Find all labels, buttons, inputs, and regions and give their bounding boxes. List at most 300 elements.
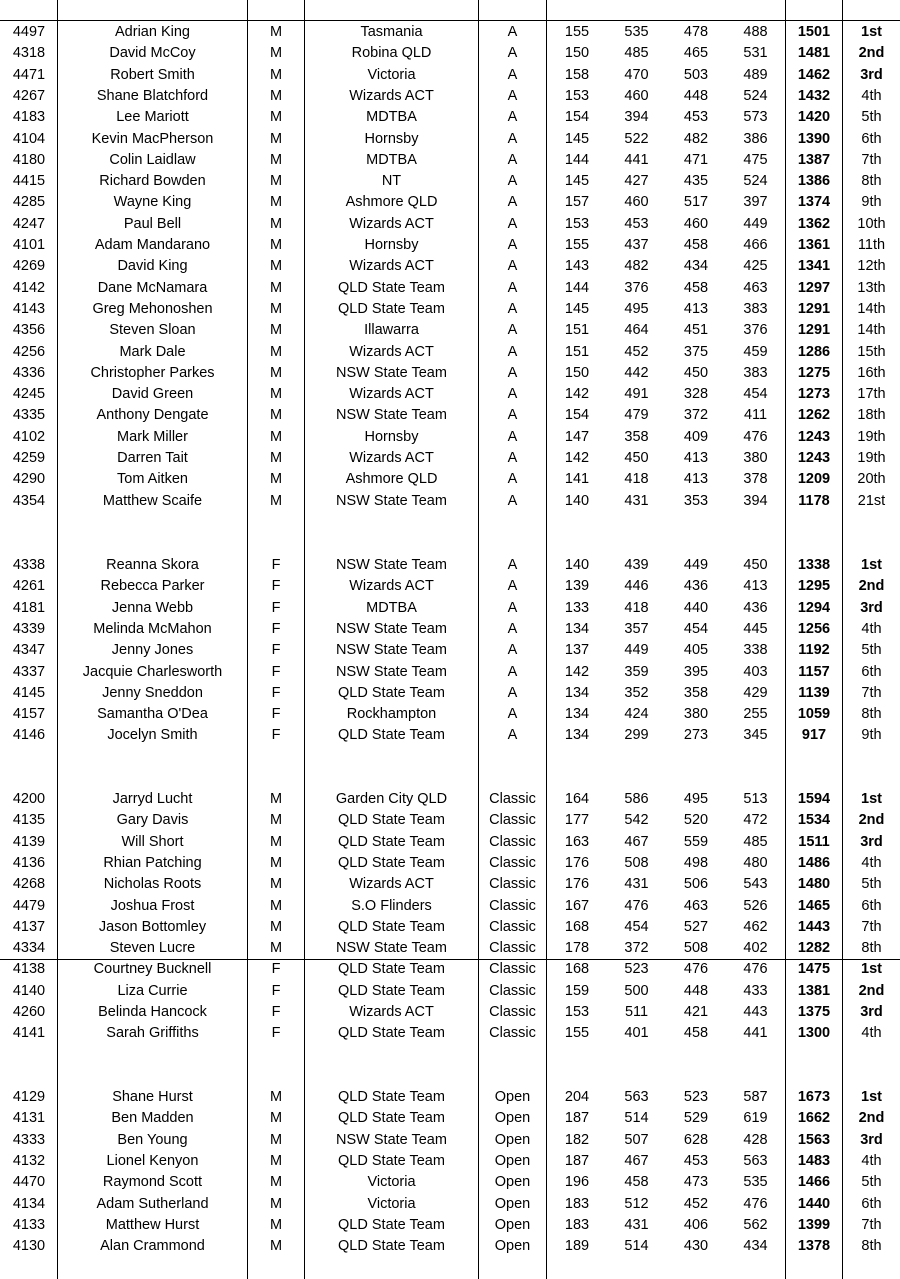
table-row: [0, 959, 900, 980]
bowler-id-cell: 4347: [12, 642, 46, 659]
bowler-name-cell: Shane Blatchford: [96, 87, 209, 104]
game-2-score-cell: 440: [683, 599, 709, 616]
game-3-score-cell: 413: [743, 578, 768, 595]
bowler-id-cell: 4339: [12, 620, 46, 637]
handicap-cell: 155: [564, 237, 590, 253]
club-cell: MDTBA: [366, 151, 417, 168]
game-1-score-cell: 418: [624, 471, 649, 488]
game-1-score-cell: 511: [624, 1004, 649, 1020]
placing-cell: 15th: [857, 343, 886, 360]
bowler-name-cell: Adrian King: [115, 24, 190, 40]
game-3-score-cell: 441: [743, 1025, 768, 1042]
placing-cell: 9th: [861, 194, 882, 211]
bowler-name-cell: Jarryd Lucht: [112, 791, 193, 807]
table-row: [0, 320, 900, 341]
placing-cell: 5th: [861, 1174, 882, 1191]
game-3-score-cell: 475: [743, 151, 768, 168]
table-row: [0, 1108, 900, 1129]
gender-cell: M: [269, 897, 283, 914]
placing-cell: 8th: [861, 173, 882, 190]
game-3-score-cell: 488: [743, 24, 768, 40]
bowler-id-cell: 4181: [12, 599, 46, 616]
gender-cell: M: [269, 300, 283, 317]
gender-cell: M: [269, 130, 283, 147]
club-cell: NSW State Team: [336, 492, 447, 509]
game-2-score-cell: 503: [683, 66, 709, 83]
division-cell: A: [507, 151, 518, 168]
game-3-score-cell: 436: [743, 599, 768, 616]
club-cell: QLD State Team: [338, 833, 445, 850]
game-1-score-cell: 482: [624, 258, 649, 275]
club-cell: Wizards ACT: [349, 258, 434, 275]
club-cell: Wizards ACT: [349, 450, 434, 466]
placing-cell: 18th: [857, 407, 886, 424]
total-score-cell: 1563: [797, 1131, 831, 1148]
table-row: [0, 22, 900, 43]
gender-cell: F: [271, 982, 281, 999]
game-3-score-cell: 472: [743, 812, 768, 829]
total-score-cell: 1480: [797, 876, 831, 893]
bowler-name-cell: Ben Young: [117, 1131, 188, 1148]
game-1-score-cell: 453: [624, 215, 649, 232]
bowler-name-cell: Will Short: [121, 833, 184, 850]
game-1-score-cell: 454: [624, 918, 649, 935]
handicap-cell: 189: [564, 1238, 590, 1255]
game-1-score-cell: 485: [624, 45, 649, 62]
total-score-cell: 1386: [797, 173, 831, 190]
game-2-score-cell: 453: [683, 1152, 709, 1169]
game-2-score-cell: 273: [683, 727, 709, 744]
bowler-name-cell: Greg Mehonoshen: [92, 300, 213, 317]
gender-cell: M: [269, 791, 283, 807]
handicap-cell: 144: [564, 279, 590, 296]
placing-cell: 12th: [857, 258, 886, 275]
division-cell: A: [507, 471, 518, 488]
total-score-cell: 1286: [797, 343, 831, 360]
bowler-id-cell: 4268: [12, 876, 46, 893]
division-cell: Open: [494, 1195, 531, 1212]
bowler-id-cell: 4140: [12, 982, 46, 999]
game-2-score-cell: 454: [683, 620, 709, 637]
game-3-score-cell: 526: [743, 897, 768, 914]
bowler-id-cell: 4260: [12, 1004, 46, 1020]
bowler-name-cell: Robert Smith: [110, 66, 195, 83]
handicap-cell: 187: [564, 1152, 590, 1169]
game-2-score-cell: 476: [683, 961, 709, 978]
division-cell: A: [507, 557, 518, 573]
table-row: [0, 235, 900, 256]
game-3-score-cell: 434: [743, 1238, 768, 1255]
division-cell: Classic: [489, 1025, 536, 1042]
game-1-score-cell: 376: [624, 279, 649, 296]
gender-cell: M: [269, 1174, 283, 1191]
total-score-cell: 1375: [797, 1004, 831, 1020]
game-3-score-cell: 524: [743, 173, 768, 190]
table-row: [0, 981, 900, 1002]
bowler-id-cell: 4104: [12, 130, 46, 147]
handicap-cell: 154: [564, 109, 590, 126]
game-2-score-cell: 353: [683, 492, 709, 509]
game-1-score-cell: 500: [624, 982, 649, 999]
bowler-id-cell: 4130: [12, 1238, 46, 1255]
placing-cell: 3rd: [860, 66, 883, 83]
table-row: [0, 469, 900, 490]
bowler-id-cell: 4137: [12, 918, 46, 935]
total-score-cell: 917: [801, 727, 827, 744]
bowler-id-cell: 4141: [12, 1025, 46, 1042]
table-row: [0, 619, 900, 640]
bowler-id-cell: 4132: [12, 1152, 46, 1169]
bowler-name-cell: Liza Currie: [117, 982, 188, 999]
handicap-cell: 163: [564, 833, 590, 850]
game-1-score-cell: 479: [624, 407, 649, 424]
handicap-cell: 142: [564, 450, 590, 466]
game-1-score-cell: 523: [624, 961, 649, 978]
game-1-score-cell: 470: [624, 66, 649, 83]
total-score-cell: 1362: [797, 215, 831, 232]
handicap-cell: 187: [564, 1110, 590, 1127]
game-3-score-cell: 489: [743, 66, 768, 83]
game-1-score-cell: 495: [624, 300, 649, 317]
table-row: [0, 427, 900, 448]
handicap-cell: 196: [564, 1174, 590, 1191]
total-score-cell: 1594: [797, 791, 831, 807]
bowler-name-cell: Shane Hurst: [112, 1089, 193, 1105]
bowler-name-cell: Christopher Parkes: [90, 364, 215, 381]
placing-cell: 11th: [857, 237, 886, 253]
game-2-score-cell: 405: [683, 642, 709, 659]
bowler-name-cell: Rebecca Parker: [100, 578, 205, 595]
division-cell: A: [507, 492, 518, 509]
game-3-score-cell: 386: [743, 130, 768, 147]
game-2-score-cell: 413: [683, 300, 709, 317]
club-cell: Hornsby: [364, 237, 419, 253]
division-cell: A: [507, 364, 518, 381]
bowler-name-cell: Melinda McMahon: [93, 620, 212, 637]
gender-cell: M: [269, 343, 283, 360]
table-row: [0, 448, 900, 469]
bowler-id-cell: 4180: [12, 151, 46, 168]
bowler-id-cell: 4269: [12, 258, 46, 275]
total-score-cell: 1378: [797, 1238, 831, 1255]
table-row: [0, 192, 900, 213]
gender-cell: M: [269, 322, 283, 339]
gender-cell: M: [269, 66, 283, 83]
game-1-score-cell: 431: [624, 876, 649, 893]
placing-cell: 9th: [861, 727, 882, 744]
game-2-score-cell: 421: [683, 1004, 709, 1020]
game-3-score-cell: 450: [743, 557, 768, 573]
game-1-score-cell: 437: [624, 237, 649, 253]
club-cell: Robina QLD: [351, 45, 432, 62]
club-cell: QLD State Team: [338, 812, 445, 829]
placing-cell: 14th: [857, 300, 886, 317]
game-1-score-cell: 431: [624, 492, 649, 509]
division-cell: A: [507, 24, 518, 40]
division-cell: A: [507, 66, 518, 83]
game-2-score-cell: 448: [683, 982, 709, 999]
gender-cell: M: [269, 492, 283, 509]
placing-cell: 8th: [861, 940, 882, 957]
division-cell: Open: [494, 1238, 531, 1255]
placing-cell: 14th: [857, 322, 886, 339]
game-2-score-cell: 436: [683, 578, 709, 595]
bowler-name-cell: Jenny Sneddon: [102, 684, 203, 701]
division-cell: Classic: [489, 918, 536, 935]
table-row: [0, 789, 900, 810]
game-2-score-cell: 452: [683, 1195, 709, 1212]
placing-cell: 10th: [857, 215, 886, 232]
game-3-score-cell: 587: [743, 1089, 768, 1105]
handicap-cell: 168: [564, 961, 590, 978]
table-row: [0, 1130, 900, 1151]
bowler-name-cell: Jocelyn Smith: [107, 727, 198, 744]
placing-cell: 19th: [857, 428, 886, 445]
bowler-id-cell: 4247: [12, 215, 46, 232]
division-cell: Classic: [489, 961, 536, 978]
club-cell: MDTBA: [366, 109, 417, 126]
club-cell: QLD State Team: [338, 854, 445, 871]
bowler-name-cell: Nicholas Roots: [103, 876, 202, 893]
bowler-id-cell: 4245: [12, 386, 46, 403]
game-2-score-cell: 328: [683, 386, 709, 403]
gender-cell: F: [271, 599, 281, 616]
game-1-score-cell: 299: [624, 727, 649, 744]
game-3-score-cell: 403: [743, 663, 768, 680]
table-row: [0, 1215, 900, 1236]
table-row: [0, 725, 900, 746]
club-cell: Wizards ACT: [349, 215, 434, 232]
division-cell: A: [507, 258, 518, 275]
division-cell: A: [507, 428, 518, 445]
bowler-id-cell: 4142: [12, 279, 46, 296]
bowler-name-cell: Raymond Scott: [102, 1174, 203, 1191]
club-cell: NSW State Team: [336, 1131, 447, 1148]
game-2-score-cell: 430: [683, 1238, 709, 1255]
game-3-score-cell: 454: [743, 386, 768, 403]
game-3-score-cell: 524: [743, 87, 768, 104]
division-cell: A: [507, 727, 518, 744]
handicap-cell: 145: [564, 130, 590, 147]
club-cell: Wizards ACT: [349, 876, 434, 893]
placing-cell: 3rd: [860, 599, 883, 616]
total-score-cell: 1466: [797, 1174, 831, 1191]
game-2-score-cell: 453: [683, 109, 709, 126]
game-3-score-cell: 462: [743, 918, 768, 935]
game-2-score-cell: 358: [683, 684, 709, 701]
handicap-cell: 164: [564, 791, 590, 807]
table-row: [0, 278, 900, 299]
gender-cell: M: [269, 386, 283, 403]
handicap-cell: 151: [564, 343, 590, 360]
total-score-cell: 1273: [797, 386, 831, 403]
handicap-cell: 145: [564, 173, 590, 190]
division-cell: Open: [494, 1131, 531, 1148]
game-2-score-cell: 375: [683, 343, 709, 360]
club-cell: QLD State Team: [338, 1089, 445, 1105]
game-2-score-cell: 413: [683, 450, 709, 466]
club-cell: Garden City QLD: [335, 791, 448, 807]
bowler-id-cell: 4471: [12, 66, 46, 83]
division-cell: A: [507, 620, 518, 637]
gender-cell: M: [269, 940, 283, 957]
division-cell: Open: [494, 1089, 531, 1105]
table-row: [0, 363, 900, 384]
game-2-score-cell: 380: [683, 706, 709, 723]
game-2-score-cell: 498: [683, 854, 709, 871]
handicap-cell: 139: [564, 578, 590, 595]
division-cell: A: [507, 300, 518, 317]
placing-cell: 6th: [861, 897, 882, 914]
game-3-score-cell: 376: [743, 322, 768, 339]
table-row: [0, 1172, 900, 1193]
placing-cell: 7th: [861, 1216, 882, 1233]
handicap-cell: 145: [564, 300, 590, 317]
game-3-score-cell: 394: [743, 492, 768, 509]
game-1-score-cell: 401: [624, 1025, 649, 1042]
division-cell: Classic: [489, 876, 536, 893]
handicap-cell: 159: [564, 982, 590, 999]
bowler-id-cell: 4267: [12, 87, 46, 104]
table-row: [0, 917, 900, 938]
game-3-score-cell: 402: [743, 940, 768, 957]
placing-cell: 7th: [861, 684, 882, 701]
game-3-score-cell: 429: [743, 684, 768, 701]
bowler-name-cell: Anthony Dengate: [96, 407, 209, 424]
total-score-cell: 1059: [797, 706, 831, 723]
gender-cell: M: [269, 194, 283, 211]
division-cell: A: [507, 237, 518, 253]
game-1-score-cell: 450: [624, 450, 649, 466]
game-1-score-cell: 522: [624, 130, 649, 147]
placing-cell: 20th: [857, 471, 886, 488]
game-2-score-cell: 449: [683, 557, 709, 573]
total-score-cell: 1483: [797, 1152, 831, 1169]
total-score-cell: 1300: [797, 1025, 831, 1042]
total-score-cell: 1481: [797, 45, 831, 62]
total-score-cell: 1390: [797, 130, 831, 147]
handicap-cell: 153: [564, 1004, 590, 1020]
game-1-score-cell: 357: [624, 620, 649, 637]
division-cell: Classic: [489, 982, 536, 999]
game-1-score-cell: 439: [624, 557, 649, 573]
table-row: [0, 555, 900, 576]
handicap-cell: 142: [564, 386, 590, 403]
game-2-score-cell: 628: [683, 1131, 709, 1148]
placing-cell: 7th: [861, 151, 882, 168]
total-score-cell: 1381: [797, 982, 831, 999]
bowler-id-cell: 4146: [12, 727, 46, 744]
game-2-score-cell: 559: [683, 833, 709, 850]
club-cell: NSW State Team: [336, 940, 447, 957]
club-cell: Tasmania: [360, 24, 423, 40]
division-cell: Classic: [489, 940, 536, 957]
bowler-name-cell: Mark Miller: [117, 428, 188, 445]
gender-cell: F: [271, 557, 281, 573]
total-score-cell: 1462: [797, 66, 831, 83]
table-row: [0, 598, 900, 619]
game-3-score-cell: 476: [743, 428, 768, 445]
game-1-score-cell: 464: [624, 322, 649, 339]
gender-cell: M: [269, 833, 283, 850]
bowler-name-cell: Wayne King: [113, 194, 192, 211]
handicap-cell: 157: [564, 194, 590, 211]
bowler-id-cell: 4101: [12, 237, 46, 253]
table-row: [0, 86, 900, 107]
placing-cell: 1st: [861, 961, 882, 978]
club-cell: QLD State Team: [338, 1025, 445, 1042]
total-score-cell: 1486: [797, 854, 831, 871]
handicap-cell: 147: [564, 428, 590, 445]
table-row: [0, 342, 900, 363]
gender-cell: F: [271, 620, 281, 637]
game-2-score-cell: 460: [683, 215, 709, 232]
bowler-id-cell: 4334: [12, 940, 46, 957]
total-score-cell: 1243: [797, 428, 831, 445]
bowler-id-cell: 4157: [12, 706, 46, 723]
game-3-score-cell: 383: [743, 300, 768, 317]
bowler-name-cell: Jenny Jones: [111, 642, 194, 659]
table-row: [0, 576, 900, 597]
bowler-name-cell: Kevin MacPherson: [91, 130, 214, 147]
total-score-cell: 1511: [798, 833, 830, 850]
bowler-id-cell: 4333: [12, 1131, 46, 1148]
bowler-name-cell: Rhian Patching: [103, 854, 202, 871]
gender-cell: M: [269, 471, 283, 488]
gender-cell: M: [269, 428, 283, 445]
game-1-score-cell: 449: [624, 642, 649, 659]
club-cell: NSW State Team: [336, 364, 447, 381]
table-row: [0, 256, 900, 277]
game-2-score-cell: 482: [683, 130, 709, 147]
handicap-cell: 176: [564, 854, 590, 871]
bowler-name-cell: Colin Laidlaw: [109, 151, 196, 168]
game-1-score-cell: 394: [624, 109, 649, 126]
division-cell: A: [507, 173, 518, 190]
club-cell: Victoria: [367, 66, 416, 83]
game-1-score-cell: 467: [624, 833, 649, 850]
game-1-score-cell: 535: [624, 24, 649, 40]
bowler-name-cell: Darren Tait: [117, 450, 188, 466]
gender-cell: M: [269, 258, 283, 275]
gender-cell: M: [269, 1131, 283, 1148]
game-1-score-cell: 542: [624, 812, 649, 829]
division-cell: Classic: [489, 1004, 536, 1020]
placing-cell: 2nd: [858, 578, 885, 595]
game-1-score-cell: 372: [624, 940, 649, 957]
total-score-cell: 1662: [797, 1110, 831, 1127]
placing-cell: 3rd: [860, 833, 883, 850]
handicap-cell: 134: [564, 684, 590, 701]
game-3-score-cell: 573: [743, 109, 768, 126]
gender-cell: F: [271, 1004, 281, 1020]
club-cell: S.O Flinders: [351, 897, 432, 914]
gender-cell: F: [271, 1025, 281, 1042]
club-cell: Ashmore QLD: [345, 471, 438, 488]
gender-cell: F: [271, 642, 281, 659]
bowler-name-cell: Mark Dale: [119, 343, 186, 360]
placing-cell: 13th: [857, 279, 886, 296]
bowler-id-cell: 4337: [12, 663, 46, 680]
total-score-cell: 1534: [797, 812, 831, 829]
game-3-score-cell: 485: [743, 833, 768, 850]
table-row: [0, 107, 900, 128]
table-row: [0, 832, 900, 853]
game-3-score-cell: 476: [743, 961, 768, 978]
game-2-score-cell: 463: [683, 897, 709, 914]
bowler-name-cell: David McCoy: [109, 45, 196, 62]
division-cell: Classic: [489, 897, 536, 914]
